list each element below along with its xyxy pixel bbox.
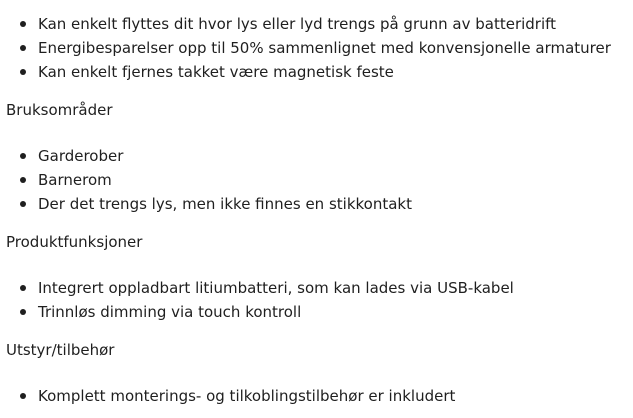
list-item: Energibesparelser opp til 50% sammenlignet med konvensjonelle armaturer — [0, 36, 611, 60]
accessories-list — [0, 384, 455, 408]
list-item: Garderober — [0, 144, 412, 168]
benefits-list — [0, 12, 611, 84]
list-item: Komplett monterings- og tilkoblingstilbehør er inkludert — [0, 384, 455, 408]
list-item: Kan enkelt flyttes dit hvor lys eller lyd trengs på grunn av batteridrift — [0, 12, 611, 36]
list-item: Der det trengs lys, men ikke finnes en stikkontakt — [0, 192, 412, 216]
list-item: Barnerom — [0, 168, 412, 192]
features-heading: Produktfunksjoner — [6, 233, 143, 251]
accessories-heading: Utstyr/tilbehør — [6, 341, 115, 359]
list-item: Trinnløs dimming via touch kontroll — [0, 300, 514, 324]
usage-heading: Bruksområder — [6, 101, 113, 119]
features-list — [0, 276, 514, 324]
list-item: Kan enkelt fjernes takket være magnetisk feste — [0, 60, 611, 84]
list-item: Integrert oppladbart litiumbatteri, som kan lades via USB-kabel — [0, 276, 514, 300]
usage-list — [0, 144, 412, 216]
